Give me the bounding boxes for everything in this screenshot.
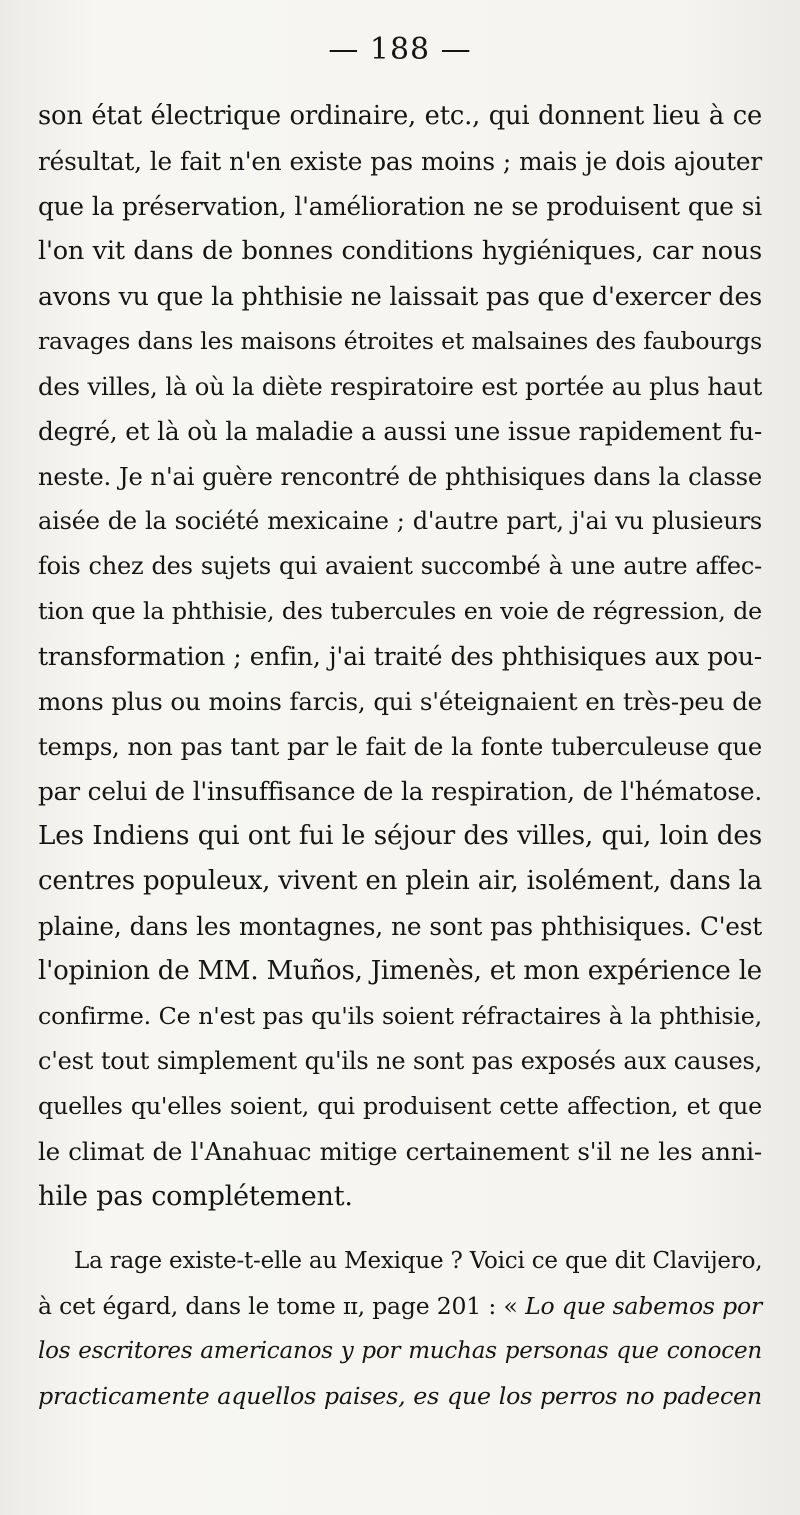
text-line: le climat de l'Anahuac mitige certainement s'il ne les anni- (38, 1137, 762, 1166)
text-italic-quote: Lo que sabemos por (525, 1292, 762, 1320)
text-line: que la préservation, l'amélioration ne se produisent que si (38, 192, 762, 221)
text-line: l'opinion de MM. Muños, Jimenès, et mon expérience le (38, 956, 762, 986)
page-body-text (38, 94, 762, 1419)
text-line: fois chez des sujets qui avaient succombé à une autre affec- (38, 552, 762, 580)
text-roman: à cet égard, dans le tome ɪɪ, page 201 : « (38, 1292, 526, 1320)
text-line: résultat, le fait n'en existe pas moins ; mais je dois ajouter (38, 147, 762, 176)
text-line: quelles qu'elles soient, qui produisent cette affection, et que (38, 1092, 762, 1120)
text-line: temps, non pas tant par le fait de la fonte tuberculeuse que (38, 732, 762, 761)
text-line: ravages dans les maisons étroites et malsaines des faubourgs (38, 327, 762, 355)
text-line-italic: los escritores americanos y por muchas personas que conocen (38, 1338, 762, 1364)
text-line: Les Indiens qui ont fui le séjour des villes, qui, loin des (38, 821, 762, 851)
text-line-italic: practicamente aquellos paises, es que los perros no padecen (38, 1382, 762, 1410)
paragraph-rage (38, 1239, 762, 1419)
text-line: avons vu que la phthisie ne laissait pas que d'exercer des (38, 282, 762, 311)
text-line: c'est tout simplement qu'ils ne sont pas exposés aux causes, (38, 1047, 762, 1075)
text-line: son état électrique ordinaire, etc., qui donnent lieu à ce (38, 101, 762, 131)
text-line: transformation ; enfin, j'ai traité des phthisiques aux pou- (38, 642, 762, 671)
text-line: mons plus ou moins farcis, qui s'éteignaient en très-peu de (38, 687, 762, 716)
text-line: plaine, dans les montagnes, ne sont pas phthisiques. C'est (38, 912, 762, 941)
text-line: des villes, là où la diète respiratoire est portée au plus haut (38, 372, 762, 401)
text-line-mixed (38, 1284, 762, 1329)
text-line: La rage existe-t-elle au Mexique ? Voici ce que dit Clavijero, (74, 1248, 763, 1274)
text-line: par celui de l'insuffisance de la respiration, de l'hématose. (38, 777, 762, 806)
text-line: tion que la phthisie, des tubercules en voie de régression, de (38, 597, 762, 625)
text-line: l'on vit dans de bonnes conditions hygiéniques, car nous (38, 236, 762, 266)
text-line: degré, et là où la maladie a aussi une issue rapidement fu- (38, 417, 762, 446)
text-line: hile pas complétement. (38, 1181, 353, 1212)
text-line: aisée de la société mexicaine ; d'autre part, j'ai vu plusieurs (38, 507, 762, 535)
page-number: — 188 — (328, 32, 472, 67)
text-line: centres populeux, vivent en plein air, isolément, dans la (38, 866, 763, 896)
text-line: confirme. Ce n'est pas qu'ils soient réfractaires à la phthisie, (38, 1002, 762, 1030)
text-line: neste. Je n'ai guère rencontré de phthisiques dans la classe (38, 462, 762, 491)
paragraph-phthisie (38, 94, 762, 1219)
